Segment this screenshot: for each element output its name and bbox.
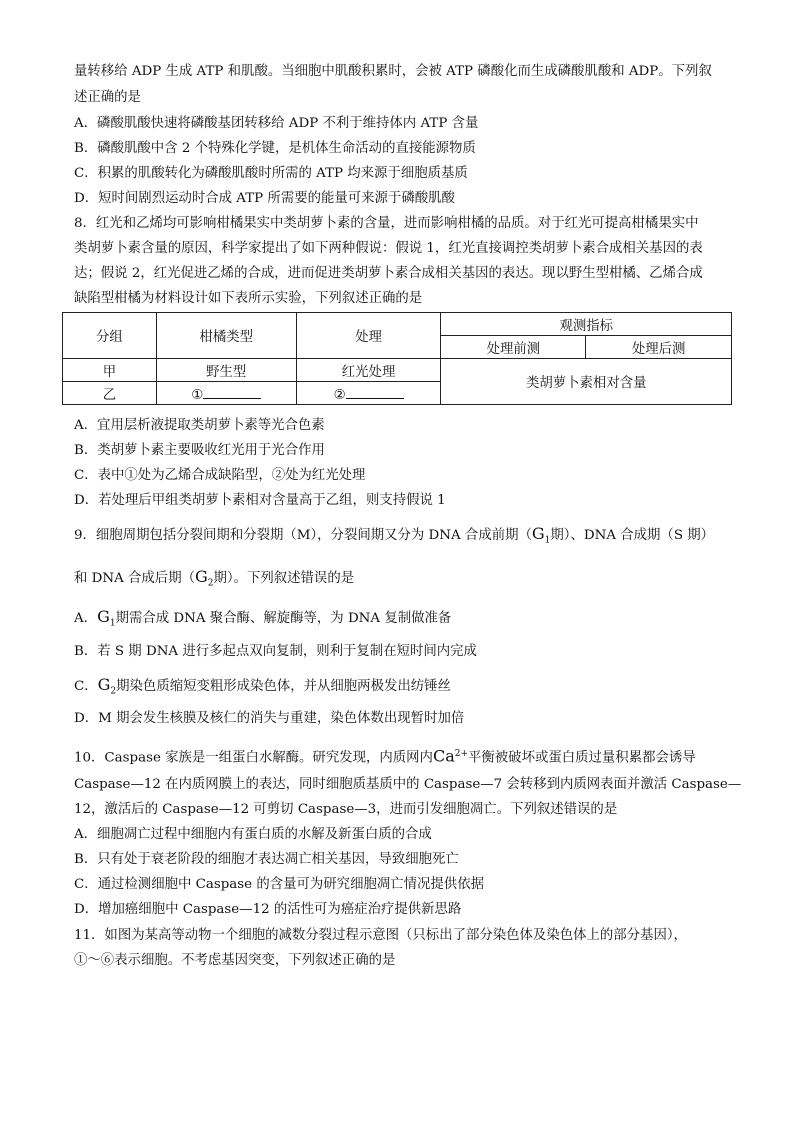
blank-label: ① — [191, 387, 204, 403]
row2-type — [156, 382, 296, 405]
header-observation: 观测指标 — [441, 313, 732, 336]
q7-option-c: C．积累的肌酸转化为磷酸肌酸时所需的 ATP 均来源于细胞质基质 — [74, 166, 468, 181]
q10-option-b: B．只有处于衰老阶段的细胞才表达凋亡相关基因，导致细胞死亡 — [74, 852, 459, 867]
q9-option-d: D．M 期会发生核膜及核仁的消失与重建，染色体数出现暂时加倍 — [74, 711, 465, 726]
q8-option-a: A．宜用层析液提取类胡萝卜素等光合色素 — [74, 418, 325, 433]
q11-text-line: ①～⑥表示细胞。不考虑基因突变，下列叙述正确的是 — [74, 953, 396, 968]
q10-text-line: 10．Caspase 家族是一组蛋白水解酶。研究发现，内质网内$Ca^{2+}$平衡被破坏或蛋白质过量积累都会诱导 — [74, 746, 696, 766]
row1-type: 野生型 — [156, 359, 296, 382]
q8-option-c: C．表中①处为乙烯合成缺陷型，②处为红光处理 — [74, 468, 366, 483]
q8-text-line: 类胡萝卜素含量的原因，科学家提出了如下两种假说：假说 1，红光直接调控类胡萝卜素合成相关基因的表 — [74, 241, 703, 256]
q8-text-line: 缺陷型柑橘为材料设计如下表所示实验，下列叙述正确的是 — [74, 291, 423, 306]
header-type: 柑橘类型 — [156, 313, 296, 359]
q7-option-d: D．短时间剧烈运动时合成 ATP 所需要的能量可来源于磷酸肌酸 — [74, 191, 455, 206]
q11-text-line: 11．如图为某高等动物一个细胞的减数分裂过程示意图（只标出了部分染色体及染色体上的部分基因）， — [74, 928, 687, 943]
experiment-table — [62, 312, 732, 405]
q8-option-d: D．若处理后甲组类胡萝卜素相对含量高于乙组，则支持假说 1 — [74, 493, 446, 508]
row1-treatment: 红光处理 — [296, 359, 441, 382]
observation-value: 类胡萝卜素相对含量 — [441, 359, 732, 405]
q9-option-b: B．若 S 期 DNA 进行多起点双向复制，则利于复制在短时间内完成 — [74, 644, 477, 659]
q10-option-d: D．增加癌细胞中 Caspase—12 的活性可为癌症治疗提供新思路 — [74, 902, 462, 917]
header-after: 处理后测 — [586, 336, 732, 359]
q8-text-line: 8．红光和乙烯均可影响柑橘果实中类胡萝卜素的含量，进而影响柑橘的品质。对于红光可提高柑橘果实中 — [74, 216, 699, 231]
blank-label: ② — [333, 387, 346, 403]
header-treatment: 处理 — [296, 313, 441, 359]
q8-option-b: B．类胡萝卜素主要吸收红光用于光合作用 — [74, 443, 325, 458]
q9-option-a: A．$G_1$期需合成 DNA 聚合酶、解旋酶等，为 DNA 复制做准备 — [74, 607, 452, 629]
q10-text-line: Caspase—12 在内质网膜上的表达，同时细胞质基质中的 Caspase—7 会转移到内质网表面并激活 Caspase— — [74, 777, 742, 792]
fill-blank — [203, 384, 261, 399]
q7-option-a: A．磷酸肌酸快速将磷酸基团转移给 ADP 不利于维持体内 ATP 含量 — [74, 116, 479, 131]
row2-group: 乙 — [63, 382, 157, 405]
q8-text-line: 达；假说 2，红光促进乙烯的合成，进而促进类胡萝卜素合成相关基因的表达。现以野生型柑橘、乙烯合成 — [74, 266, 703, 281]
header-before: 处理前测 — [441, 336, 586, 359]
q10-text-line: 12，激活后的 Caspase—12 可剪切 Caspase—3，进而引发细胞凋亡。下列叙述错误的是 — [74, 802, 618, 817]
q9-option-c: C．$G_2$期染色质缩短变粗形成染色体，并从细胞两极发出纺锤丝 — [74, 675, 451, 697]
q7-text-line: 量转移给 ADP 生成 ATP 和肌酸。当细胞中肌酸积累时，会被 ATP 磷酸化而生成磷酸肌酸和 ADP。下列叙 — [74, 64, 712, 79]
q7-text-line: 述正确的是 — [74, 90, 141, 105]
row2-treatment — [296, 382, 441, 405]
q9-text-line: 9．细胞周期包括分裂间期和分裂期（M），分裂间期又分为 DNA 合成前期（$G_1$期）、DNA 合成期（S 期） — [74, 524, 715, 546]
fill-blank — [346, 384, 404, 399]
q10-option-c: C．通过检测细胞中 Caspase 的含量可为研究细胞凋亡情况提供依据 — [74, 877, 484, 892]
row1-group: 甲 — [63, 359, 157, 382]
q10-option-a: A．细胞凋亡过程中细胞内有蛋白质的水解及新蛋白质的合成 — [74, 827, 432, 842]
q7-option-b: B．磷酸肌酸中含 2 个特殊化学键，是机体生命活动的直接能源物质 — [74, 141, 476, 156]
header-group: 分组 — [63, 313, 157, 359]
q9-text-line: 和 DNA 合成后期（$G_2$期）。下列叙述错误的是 — [74, 567, 355, 589]
